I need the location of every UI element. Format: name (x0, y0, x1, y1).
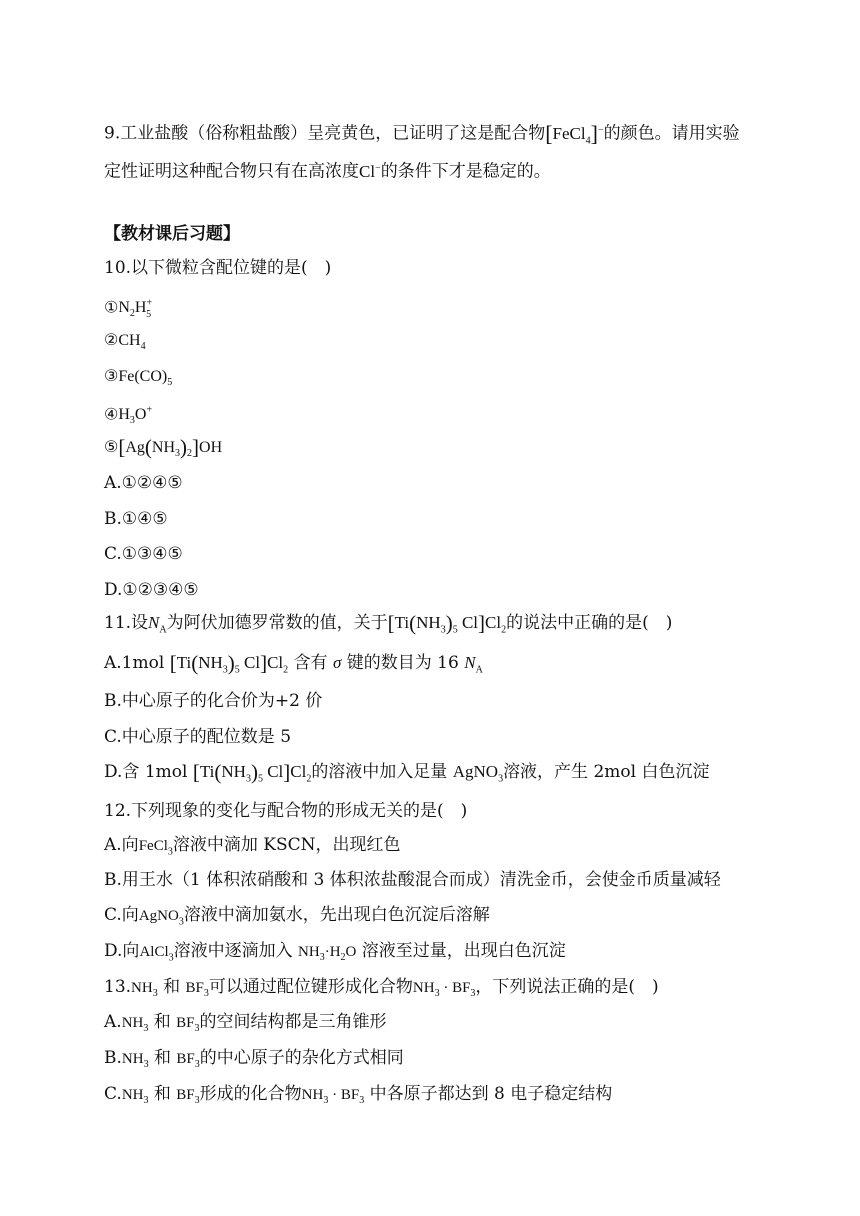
question-12-stem: 12.下列现象的变化与配合物的形成无关的是( ) (104, 801, 468, 821)
q13-option-b: $B.NH_3$ 和 $BF_3$的中心原子的杂化方式相同 (104, 1048, 404, 1070)
q11-option-c: C.中心原子的配位数是 5 (104, 727, 292, 747)
q10-item-3: $③Fe(CO)_5$ (104, 366, 173, 389)
question-9-line-1: 9.工业盐酸（俗称粗盐酸）呈亮黄色，已证明了这是配合物[FeCl$_4$]−的颜色。请用实验 (104, 120, 740, 147)
chloride-formula: Cl− (359, 161, 381, 181)
question-11-stem: 11.设$N_A$为阿伏加德罗常数的值，关于[$Ti(NH_3)_5$ $Cl]Cl_2$的说法中正确的是( ) (104, 611, 673, 636)
q10-option-d: D.①②③④⑤ (104, 580, 199, 600)
q12-option-b: B.用王水（1 体积浓硝酸和 3 体积浓盐酸混合而成）清洗金币，会使金币质量减轻 (104, 870, 721, 890)
q12-option-a: A.向FeCl$_3$溶液中滴加 KSCN，出现红色 (104, 835, 401, 858)
section-heading: 【教材课后习题】 (104, 224, 240, 244)
q12-option-c: C.向AgNO$_3$溶液中滴加氨水，先出现白色沉淀后溶解 (104, 905, 490, 928)
q10-item-1: $①N_2H^+_5$ (104, 297, 153, 320)
q10-item-5: $⑤[Ag(NH_3)_2]OH$ (104, 435, 223, 460)
question-10-stem: 10.以下微粒含配位键的是( ) (104, 258, 332, 278)
q11-option-a: A.1mol [$Ti(NH_3)_5$ $Cl]Cl_2$ 含有 σ 键的数目为 16 $N_A$ (104, 651, 483, 676)
q10-option-c: C.①③④⑤ (104, 544, 183, 564)
q13-option-c: $C.NH_3$ 和 $BF_3$形成的化合物$NH_3 \cdot BF_3$ 中各原子都达到 8 电子稳定结构 (104, 1084, 613, 1106)
q10-item-4: $④H_3O^+$ (104, 404, 153, 427)
q11-option-b: B.中心原子的化合价为+2 价 (104, 691, 323, 711)
q12-option-d: D.向AlCl$_3$溶液中逐滴加入 $NH_3\cdot H_2O$ 溶液至过量，出现白色沉淀 (104, 941, 566, 964)
q10-option-a: A.①②④⑤ (104, 473, 183, 493)
q11-option-d: D.含 1mol [$Ti(NH_3)_5$ $Cl]Cl_2$的溶液中加入足量 AgNO$_3$溶液，产生 2mol 白色沉淀 (104, 760, 710, 785)
question-13-stem: $13.NH_3$ 和 $BF_3$可以通过配位键形成化合物$NH_3 \cdot BF_3$，下列说法正确的是( ) (104, 977, 659, 999)
q10-item-2: $②CH_4$ (104, 330, 146, 353)
q10-option-b: B.①④⑤ (104, 509, 168, 529)
question-9-line-2: 定性证明这种配合物只有在高浓度Cl−的条件下才是稳定的。 (104, 161, 551, 182)
complex-formula: [FeCl$_4$]− (545, 120, 604, 147)
q13-option-a: $A.NH_3$ 和 $BF_3$的空间结构都是三角锥形 (104, 1012, 387, 1034)
